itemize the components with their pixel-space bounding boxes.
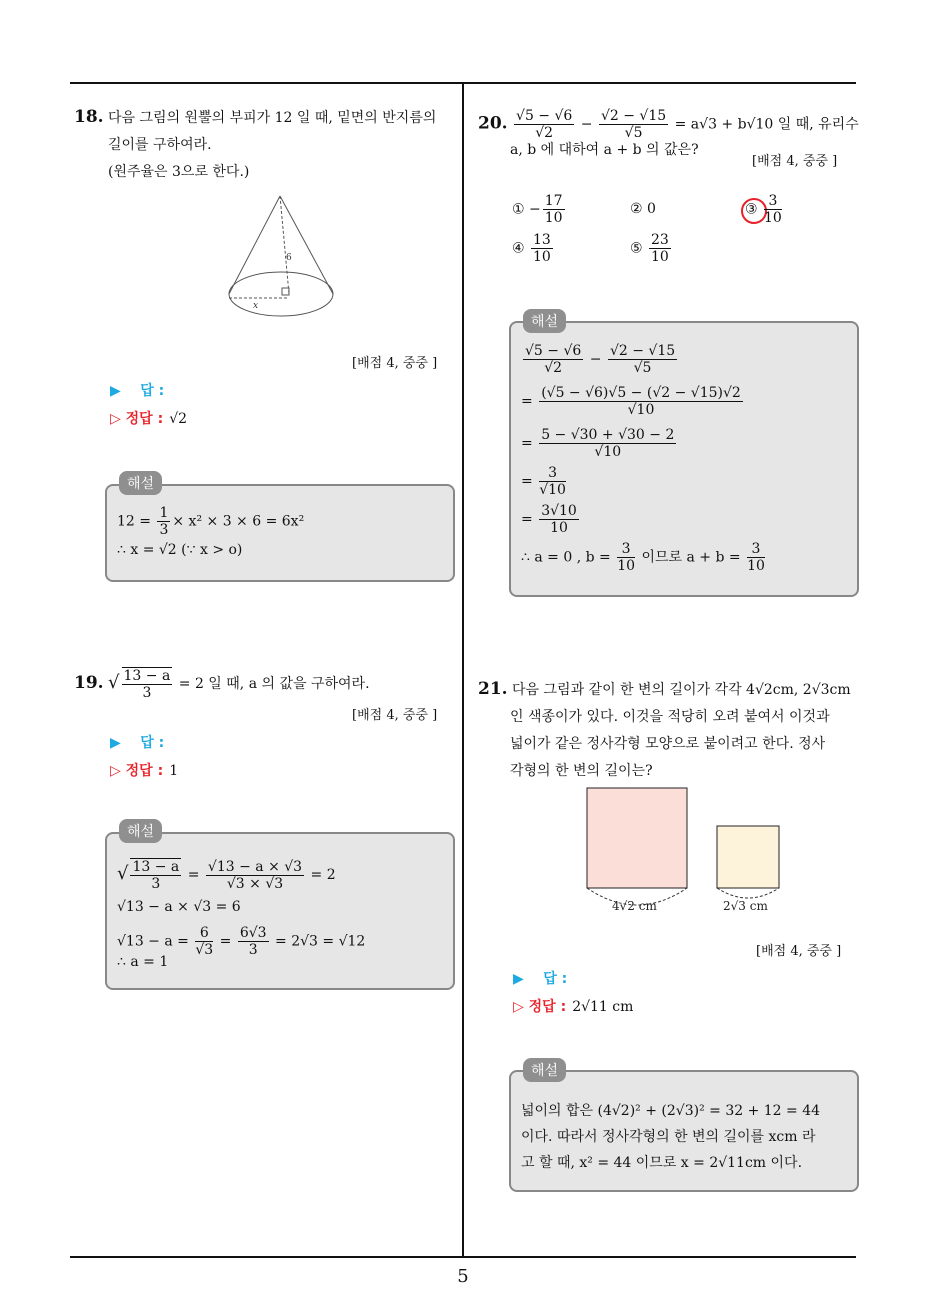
solution-line: = $\frac{3}{√10}$ bbox=[521, 465, 566, 498]
solution-line: ∴ x = √2 (∵ x > o) bbox=[117, 542, 243, 558]
solution-line: $\frac{√5 - √6}{√2}$ − $\frac{√2 - √15}{√5}$ bbox=[525, 343, 676, 376]
solution-line: 12 = $\frac{1}{3}$ × x² × 3 × 6 = 6x² bbox=[117, 505, 305, 538]
question-text: 다음 그림과 같이 한 변의 길이가 각각 4√2cm, 2√3cm bbox=[512, 682, 851, 698]
correct-answer-row: ▷ 정답 : 1 bbox=[110, 763, 179, 779]
answer-label: 답 : bbox=[543, 971, 568, 987]
answer-row: ▶ 답 : bbox=[110, 383, 165, 399]
solution-tag: 해설 bbox=[119, 819, 162, 843]
answer-row: ▶ 답 : bbox=[513, 971, 568, 987]
question-text: 넓이가 같은 정사각형 모양으로 붙이려고 한다. 정사 bbox=[510, 736, 826, 752]
score-label: [배점 4, 중중 ] bbox=[756, 944, 842, 959]
correct-label: 정답 : bbox=[528, 999, 567, 1015]
solution-line: ∴ a = 0 , b = $\frac{3}{10}$ 이므로 a + b = $\frac{3}{10}$ bbox=[521, 541, 765, 574]
score-label: [배점 4, 중중 ] bbox=[352, 356, 438, 371]
question-text: = a√3 + b√10 일 때, 유리수 bbox=[674, 116, 859, 133]
choice-4[interactable]: ④ $\frac{13}{10}$ bbox=[512, 232, 551, 265]
column-divider bbox=[462, 83, 464, 1257]
small-square-label: 2√3 cm bbox=[723, 899, 768, 913]
solution-tag: 해설 bbox=[523, 309, 566, 333]
solution-tag: 해설 bbox=[119, 471, 162, 495]
page-number: 5 bbox=[457, 1266, 469, 1287]
correct-value: √2 bbox=[169, 411, 188, 427]
question-text: 다음 그림의 원뿔의 부피가 12 일 때, 밑면의 반지름의 bbox=[108, 110, 437, 126]
answer-label: 답 : bbox=[140, 383, 165, 399]
question-number: 20. bbox=[478, 113, 508, 134]
choice-1[interactable]: ① − $\frac{17}{10}$ bbox=[512, 193, 563, 226]
choice-3[interactable]: ③ $\frac{3}{10}$ bbox=[745, 193, 782, 226]
question-20: 20. $\frac{√5 - √6}{√2}$ − $\frac{√2 - √15}{√5}$ = a√3 + b√10 일 때, 유리수 a, b 에 대하여 a + b 의 값은? bbox=[478, 108, 859, 158]
question-number: 21. bbox=[478, 679, 508, 699]
question-21 bbox=[478, 676, 863, 785]
question-note: (원주율은 3으로 한다.) bbox=[108, 164, 250, 180]
cone-figure bbox=[225, 190, 340, 325]
solution-line: 넓이의 합은 (4√2)² + (2√3)² = 32 + 12 = 44 bbox=[521, 1103, 821, 1119]
choice-5[interactable]: ⑤ $\frac{23}{10}$ bbox=[630, 232, 669, 265]
question-text: a, b 에 대하여 a + b 의 값은? bbox=[510, 142, 699, 158]
solution-line: = $\frac{5 - √30 + √30 - 2}{√10}$ bbox=[521, 427, 675, 460]
solution-line: 이다. 따라서 정사각형의 한 변의 길이를 xcm 라 bbox=[521, 1129, 816, 1145]
solution-line: 고 할 때, x² = 44 이므로 x = 2√11cm 이다. bbox=[521, 1155, 803, 1171]
question-number: 18. bbox=[74, 107, 104, 127]
question-19: 19. √ $\frac{13 - a}{3}$ = 2 일 때, a 의 값을 구하여라. bbox=[74, 668, 370, 701]
correct-value: 2√11 cm bbox=[572, 999, 634, 1015]
paper-squares-figure bbox=[580, 782, 800, 917]
choice-2[interactable]: ② 0 bbox=[630, 201, 656, 217]
question-18 bbox=[74, 104, 459, 186]
answer-label: 답 : bbox=[140, 735, 165, 751]
big-square-label: 4√2 cm bbox=[612, 899, 657, 913]
correct-value: 1 bbox=[169, 763, 179, 779]
question-text: 인 색종이가 있다. 이것을 적당히 오려 붙여서 이것과 bbox=[510, 709, 830, 725]
correct-label: 정답 : bbox=[125, 411, 164, 427]
score-label: [배점 4, 중중 ] bbox=[752, 154, 838, 169]
solution-line: = $\frac{(√5 - √6)√5 - (√2 - √15)√2}{√10}$ bbox=[521, 385, 741, 418]
question-text: 길이를 구하여라. bbox=[108, 137, 212, 153]
solution-line: = $\frac{3√10}{10}$ bbox=[521, 503, 577, 536]
radius-label: x bbox=[253, 301, 259, 311]
answer-row: ▶ 답 : bbox=[110, 735, 165, 751]
score-label: [배점 4, 중중 ] bbox=[352, 708, 438, 723]
question-text: 각형의 한 변의 길이는? bbox=[510, 763, 653, 779]
bottom-rule bbox=[70, 1256, 856, 1258]
correct-label: 정답 : bbox=[125, 763, 164, 779]
question-number: 19. bbox=[74, 673, 104, 693]
correct-answer-row: ▷ 정답 : 2√11 cm bbox=[513, 999, 634, 1015]
solution-line: √13 − a = $\frac{6}{√3}$ = $\frac{6√3}{3}$ = 2√3 = √12 bbox=[117, 925, 366, 958]
solution-line: √13 − a × √3 = 6 bbox=[117, 899, 241, 915]
height-label: 6 bbox=[286, 253, 292, 263]
solution-line: √ $\frac{13 - a}{3}$ = $\frac{√13 - a \times √3}{√3 \times √3}$ = 2 bbox=[117, 858, 336, 892]
correct-answer-row: ▷ 정답 : √2 bbox=[110, 411, 188, 427]
solution-line: ∴ a = 1 bbox=[117, 954, 169, 970]
question-text: = 2 일 때, a 의 값을 구하여라. bbox=[178, 676, 370, 692]
solution-tag: 해설 bbox=[523, 1058, 566, 1082]
